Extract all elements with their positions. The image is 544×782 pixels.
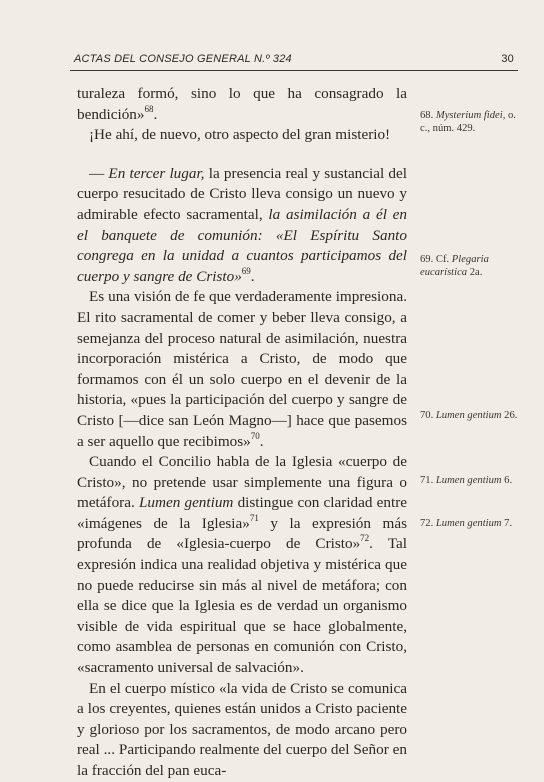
footnote-ref-69: 69 bbox=[241, 265, 251, 276]
footnote-ref-72: 72 bbox=[360, 533, 370, 544]
page-number: 30 bbox=[501, 53, 514, 65]
paragraph-5: Cuando el Concilio habla de la Iglesia «cuerpo de Cristo», no pretende usar simplemente una figura o metáfora. Lumen gentium distingue con claridad entre «imágenes de la Iglesia»$^{71}$ y la expresión más profunda de «Iglesia-cuerpo de Cristo»$^{72}$. Tal expresión indica una realidad objetiva y mistérica que no puede reducirse sin más al nivel de metáfora; con ella se dice que la Iglesia es de verdad un organismo visible de vida espiritual que se hace globalmente, como asamblea de personas en comunión con Cristo, «sacramento universal de salvación». bbox=[77, 453, 407, 677]
section-gap bbox=[77, 146, 407, 164]
paragraph-2: ¡He ahí, de nuevo, otro aspecto del gran misterio! bbox=[89, 126, 391, 144]
footnote-70: 70. Lumen gentium 26. bbox=[420, 410, 518, 421]
footnote-69: 69. Cf. Plegaria eucarística 2a. bbox=[420, 254, 489, 278]
footnote-ref-71: 71 bbox=[249, 512, 259, 523]
footnote-68: 68. Mysterium fidei, o. c., núm. 429. bbox=[420, 110, 516, 134]
paragraph-4: Es una visión de fe que verdaderamente impresiona. El rito sacramental de comer y beber lleva consigo, a semejanza del proceso natural de asimilación, nuestra incorporación mistérica a Cristo, de modo que formamos con él un solo cuerpo en el devenir de la historia, «pues la participación del cuerpo y sangre de Cristo [—dice san León Magno—] hace que pasemos a ser aquello que recibimos»$^{70}$. bbox=[77, 288, 407, 450]
paragraph-6: En el cuerpo místico «la vida de Cristo se comunica a los creyentes, quienes están unidos a Cristo paciente y glorioso por los sacramentos, de modo arcano pero real ... Participando realmente del cuerpo del Señor en la fracción del pan euca- bbox=[77, 679, 407, 779]
paragraph-3: — En tercer lugar, la presencia real y sustancial del cuerpo resucitado de Cristo lleva consigo un nuevo y admirable efecto sacramental, la asimilación a él en el banquete de comunión: «El Espíritu Santo congrega en la unidad a cuantos participamos del cuerpo y sangre de Cristo»$^{69}$. bbox=[77, 164, 407, 285]
footnote-72: 72. Lumen gentium 7. bbox=[420, 518, 513, 529]
footnote-ref-68: 68 bbox=[144, 103, 154, 114]
paragraph-1: turaleza formó, sino lo que ha consagrado la bendición»$^{68}$. bbox=[77, 85, 407, 123]
main-text bbox=[77, 84, 407, 782]
header-title: ACTAS DEL CONSEJO GENERAL N.º 324 bbox=[74, 53, 292, 65]
footnote-ref-70: 70 bbox=[250, 430, 260, 441]
footnote-71: 71. Lumen gentium 6. bbox=[420, 475, 513, 486]
running-header bbox=[70, 52, 518, 71]
